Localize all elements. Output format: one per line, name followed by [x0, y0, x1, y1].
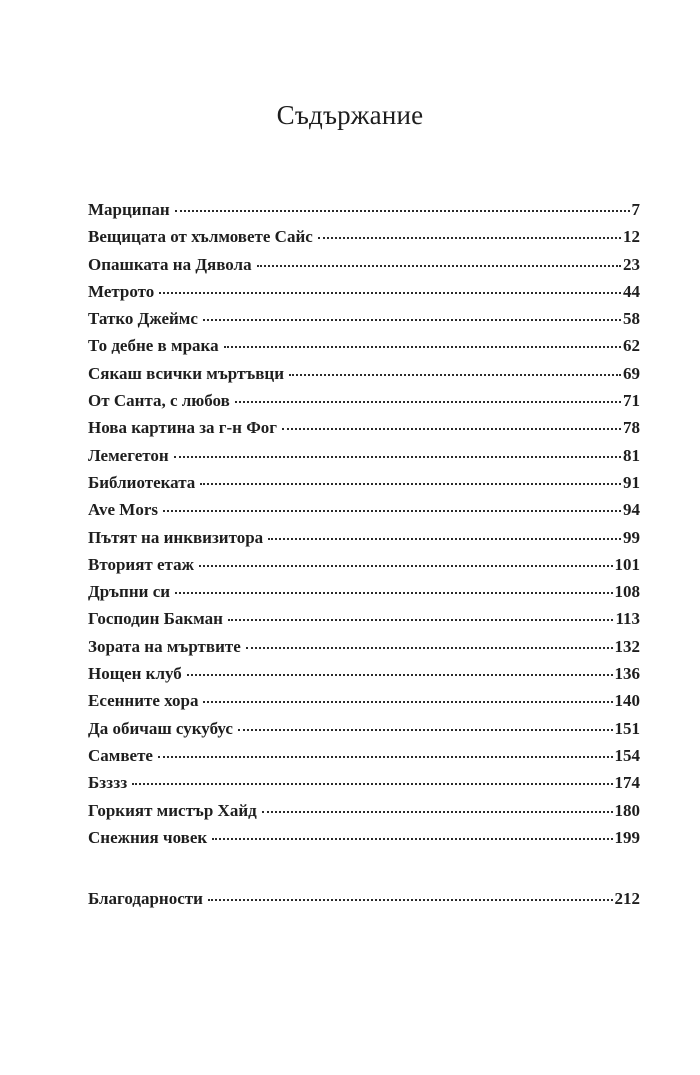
toc-entry-title: Бзззз [88, 773, 128, 793]
toc-entry-page: 94 [623, 500, 640, 520]
toc-entry [88, 637, 640, 664]
page-title: Съдържание [276, 100, 424, 130]
toc-entry [88, 227, 640, 254]
toc-entry [88, 801, 640, 828]
dot-leader [246, 647, 613, 649]
toc-entry-title: Самвете [88, 745, 153, 765]
toc-entry [88, 664, 640, 691]
toc-entry [88, 528, 640, 555]
dot-leader [238, 729, 613, 731]
toc-entry [88, 336, 640, 363]
dot-leader [199, 565, 613, 567]
dot-leader [257, 265, 621, 267]
toc-entry-page: 154 [614, 745, 640, 765]
toc-entry-title: Метрото [88, 281, 155, 301]
dot-leader [175, 210, 630, 212]
toc-entry-title: Пътят на инквизитора [88, 527, 264, 547]
toc-entry [88, 719, 640, 746]
toc-entry [88, 200, 640, 227]
toc-entry-title: Господин Бакман [88, 609, 223, 629]
toc-entry-title: Ave Mors [88, 500, 159, 520]
toc-entry [88, 282, 640, 309]
toc-entry-title: Вещицата от хълмовете Сайс [88, 227, 313, 247]
toc-entry-page: 199 [614, 827, 640, 847]
dot-leader [203, 319, 621, 321]
toc-entry-title: Лемегетон [88, 445, 169, 465]
toc-entry-title: Дръпни си [88, 582, 171, 602]
toc-entry-page: 62 [623, 336, 640, 356]
toc-entry-page: 99 [623, 527, 640, 547]
toc-entry-title: Марципан [88, 200, 170, 219]
toc-entry-page: 12 [623, 227, 640, 247]
dot-leader [174, 456, 621, 458]
toc-entry [88, 500, 640, 527]
toc-entry-page: 7 [631, 200, 640, 219]
dot-leader [163, 510, 621, 512]
dot-leader [158, 756, 613, 758]
toc-entry-title: Горкият мистър Хайд [88, 800, 257, 820]
toc-entry-page: 132 [614, 636, 640, 656]
toc-entry-page: 113 [615, 609, 640, 629]
dot-leader [224, 346, 621, 348]
toc-entry-page: 81 [623, 445, 640, 465]
toc-entry-page: 101 [614, 554, 640, 574]
toc-entry-page: 91 [623, 472, 640, 492]
toc-entry [88, 582, 640, 609]
toc-entry-acknowledgements [88, 889, 640, 916]
toc-entry-title: Есенните хора [88, 691, 199, 711]
toc-entry-title: Библиотеката [88, 472, 196, 492]
toc-entry-page: 69 [623, 363, 640, 383]
dot-leader [159, 292, 621, 294]
toc-entry-title: Благодарности [88, 889, 203, 909]
toc-entry-title: Вторият етаж [88, 554, 194, 574]
dot-leader [132, 783, 612, 785]
dot-leader [212, 838, 612, 840]
toc-entry [88, 746, 640, 773]
toc-entry-title: Зората на мъртвите [88, 636, 241, 656]
toc-entry-title: Нова картина за г-н Фог [88, 418, 278, 438]
table-of-contents [88, 200, 640, 916]
dot-leader [208, 899, 613, 901]
toc-entry-page: 71 [623, 391, 640, 411]
toc-entry [88, 773, 640, 800]
dot-leader [175, 592, 612, 594]
toc-entry-title: То дебне в мрака [88, 336, 219, 356]
toc-entry [88, 609, 640, 636]
toc-entry-page: 140 [614, 691, 640, 711]
toc-entry [88, 364, 640, 391]
dot-leader [289, 374, 621, 376]
toc-entry-title: От Санта, с любов [88, 391, 230, 411]
toc-entry-page: 212 [614, 889, 640, 909]
toc-entry [88, 446, 640, 473]
toc-entry [88, 691, 640, 718]
toc-entry-title: Снежния човек [88, 827, 208, 847]
toc-entry-page: 23 [623, 254, 640, 274]
dot-leader [282, 428, 621, 430]
toc-entry [88, 828, 640, 855]
toc-entry-title: Сякаш всички мъртъвци [88, 363, 285, 383]
toc-entry-page: 44 [623, 281, 640, 301]
toc-entry-page: 108 [614, 582, 640, 602]
toc-entry [88, 309, 640, 336]
toc-entry [88, 555, 640, 582]
toc-entry-page: 136 [614, 664, 640, 684]
toc-entry [88, 418, 640, 445]
toc-entry-page: 180 [614, 800, 640, 820]
toc-entry-title: Нощен клуб [88, 664, 182, 684]
toc-entry-title: Опашката на Дявола [88, 254, 252, 274]
dot-leader [187, 674, 613, 676]
dot-leader [268, 538, 621, 540]
dot-leader [228, 619, 614, 621]
toc-entry [88, 391, 640, 418]
toc-entry [88, 473, 640, 500]
toc-entry-title: Да обичаш сукубус [88, 718, 233, 738]
toc-entry-page: 174 [614, 773, 640, 793]
toc-entry-page: 151 [614, 718, 640, 738]
dot-leader [318, 237, 621, 239]
toc-entry-page: 78 [623, 418, 640, 438]
dot-leader [200, 483, 621, 485]
toc-entry [88, 255, 640, 282]
dot-leader [235, 401, 621, 403]
toc-entry-page: 58 [623, 309, 640, 329]
dot-leader [203, 701, 612, 703]
toc-entry-title: Татко Джеймс [88, 309, 198, 329]
dot-leader [262, 811, 613, 813]
